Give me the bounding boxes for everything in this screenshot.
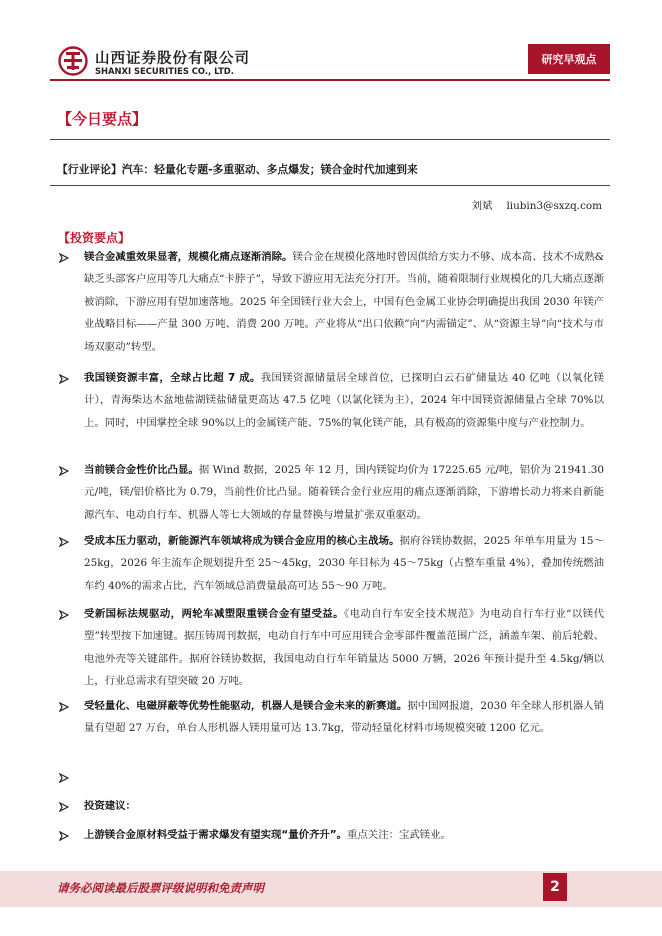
arrow-bullet-icon xyxy=(59,466,73,476)
point-paragraph xyxy=(84,695,604,740)
point-paragraph xyxy=(84,530,604,597)
arrow-bullet-icon xyxy=(59,374,73,384)
point-lead: 镁合金减重效果显著，规模化痛点逐渐消除。 xyxy=(84,251,293,263)
page-number: 2 xyxy=(543,873,567,901)
arrow-bullet-icon xyxy=(59,537,73,547)
point-body: 重点关注：宝武镁业。 xyxy=(347,829,451,841)
point-body: 据中国网报道，2030 年全球人形机器人销量有望超 27 万台，单台人形机器人镁用量可达 13.7kg，带动轻量化材料市场规模突破 1200 亿元。 xyxy=(84,700,604,735)
arrow-bullet-icon xyxy=(59,253,73,263)
investment-advice-heading xyxy=(84,795,604,817)
arrow-bullet-icon xyxy=(59,831,73,841)
report-type-badge: 研究早观点 xyxy=(528,44,610,74)
company-logo-icon xyxy=(58,46,88,76)
point-body: 镁合金在规模化落地时曾因供给方实力不够、成本高、技术不成熟&缺乏头部客户应用等几大痛点“卡脖子”，导致下游应用无法充分打开。当前，随着限制行业规模化的几大痛点逐渐被消除，下游应用有望加速落地。2025 年全国镁行业大会上，中国有色金属工业协会明确提出我国 2030 年镁产业战略目标——产量 300 万吨、消费 200 万吨。产业将从“出口依赖”向“内需锚定”、从“资源主导”向“技术与市场双驱动”转型。 xyxy=(84,251,604,353)
section-title: 【今日要点】 xyxy=(57,110,148,128)
point-lead: 上游镁合金原材料受益于需求爆发有望实现“量价齐升”。 xyxy=(84,829,348,841)
arrow-bullet-icon xyxy=(59,702,73,712)
arrow-bullet-icon xyxy=(59,610,73,620)
page-header xyxy=(0,0,662,84)
point-body: 我国镁资源储量居全球首位，已探明白云石矿储量达 40 亿吨（以氧化镁计），青海柴达木盆地盐湖镁盐储量更高达 47.5 亿吨（以氯化镁为主），2024 年中国镁资源储量占全球 70%以上。同时，中国掌控全球 90%以上的金属镁产能、75%的氧化镁产能，具有极高的资源集中度与产业控制力。 xyxy=(84,372,604,429)
point-lead: 当前镁合金性价比凸显。 xyxy=(84,464,199,476)
article-title: 【行业评论】汽车：轻量化专题-多重驱动、多点爆发；镁合金时代加速到来 xyxy=(57,163,418,176)
point-body: 《电动自行车安全技术规范》为电动自行车行业“以镁代塑”转型按下加速键。据压铸周刊数据，电动自行车中可应用镁合金零部件覆盖范围广泛，涵盖车架、前后轮毂、电池外壳等关键部件。据府谷镁协数据，我国电动自行车年销量达 5000 万辆，2026 年预计提升至 4.5kg/辆以上，行业总需求有望突破 20 万吨。 xyxy=(84,608,604,688)
point-lead: 受成本压力驱动，新能源汽车领域将成为镁合金应用的核心主战场。 xyxy=(84,535,400,547)
point-paragraph xyxy=(84,824,604,846)
header-divider xyxy=(50,79,610,81)
point-lead: 投资建议： xyxy=(84,800,136,812)
author-line xyxy=(472,197,602,212)
author-name: 刘斌 xyxy=(471,200,493,212)
arrow-bullet-icon xyxy=(59,802,73,812)
point-paragraph xyxy=(84,459,604,526)
title-divider xyxy=(50,185,610,186)
company-name-en: SHANXI SECURITIES CO., LTD. xyxy=(95,66,234,76)
disclaimer-text: 请务必阅读最后股票评级说明和免责声明 xyxy=(57,881,264,895)
author-email[interactable]: liubin3@sxzq.com xyxy=(506,200,602,212)
company-name-cn: 山西证券股份有限公司 xyxy=(95,51,250,67)
section-divider xyxy=(50,139,610,140)
arrow-bullet-icon xyxy=(59,773,73,783)
point-paragraph xyxy=(84,603,604,693)
subsection-title: 【投资要点】 xyxy=(58,231,131,245)
point-lead: 我国镁资源丰富，全球占比超 7 成。 xyxy=(84,372,261,384)
point-body: 据 Wind 数据，2025 年 12 月，国内镁锭均价为 17225.65 元/吨，铝价为 21941.30 元/吨，镁/铝价格比为 0.79，当前性价比凸显。随着镁合金行业应用的痛点逐渐消除，下游增长动力将来自新能源汽车、电动自行车、机器人等七大领域的存量替换与增量扩张双重驱动。 xyxy=(84,464,604,521)
point-lead: 受轻量化、电磁屏蔽等优势性能驱动，机器人是镁合金未来的新赛道。 xyxy=(84,700,408,712)
point-paragraph xyxy=(84,367,604,434)
point-body: 据府谷镁协数据，2025 年单车用量为 15～25kg，2026 年主流车企规划提升至 25～45kg，2030 年目标为 45～75kg（占整车重量 4%），叠加传统燃油车约 40%的需求占比，汽车领域总消费量最高可达 55～90 万吨。 xyxy=(84,535,604,592)
point-paragraph xyxy=(84,246,604,358)
point-lead: 受新国标法规驱动，两轮车减塑限重镁合金有望受益。 xyxy=(84,608,344,620)
